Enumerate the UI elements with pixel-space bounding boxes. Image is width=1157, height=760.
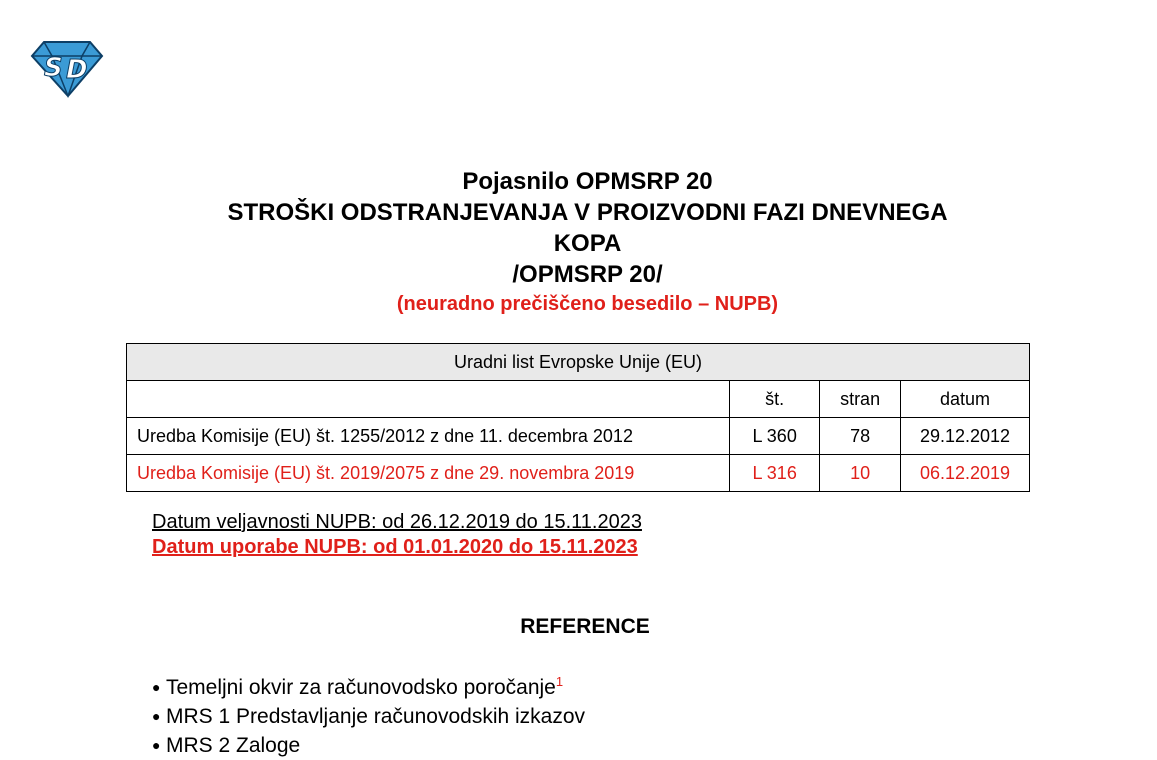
- table-row: [127, 418, 1030, 455]
- list-item: [152, 702, 585, 731]
- list-item: [152, 731, 585, 760]
- table-col-empty: [127, 381, 730, 418]
- use-date: Datum uporabe NUPB: od 01.01.2020 do 15.11.2023: [152, 536, 638, 558]
- title-line-4: /OPMSRP 20/: [512, 261, 663, 288]
- document-title: [0, 166, 1157, 318]
- table-col-st: št.: [730, 381, 820, 418]
- row-st: L 360: [730, 418, 820, 455]
- title-line-3: KOPA: [553, 230, 622, 257]
- table-col-stran: stran: [820, 381, 901, 418]
- svg-text:S: S: [44, 53, 63, 83]
- list-item: [152, 668, 585, 702]
- sd-diamond-logo-icon: [30, 38, 104, 100]
- references-heading: REFERENCE: [520, 615, 650, 638]
- table-header-row: [127, 344, 1030, 381]
- row-datum: 06.12.2019: [901, 455, 1030, 492]
- bullet-icon: ●: [152, 737, 161, 753]
- official-journal-table: [126, 343, 1030, 492]
- row-stran: 78: [820, 418, 901, 455]
- references-list: [152, 668, 585, 760]
- table-row: [127, 455, 1030, 492]
- row-st: L 316: [730, 455, 820, 492]
- validity-dates: [152, 510, 642, 560]
- reference-text: MRS 1 Predstavljanje računovodskih izkazov: [166, 705, 586, 728]
- footnote-marker[interactable]: 1: [555, 674, 564, 689]
- reference-text: Temeljni okvir za računovodsko poročanje: [166, 676, 556, 699]
- svg-text:D: D: [66, 55, 88, 85]
- table-col-datum: datum: [901, 381, 1030, 418]
- title-subtitle: (neuradno prečiščeno besedilo – NUPB): [396, 293, 779, 315]
- bullet-icon: ●: [152, 679, 161, 695]
- title-line-2: STROŠKI ODSTRANJEVANJA V PROIZVODNI FAZI DNEVNEGA: [227, 199, 948, 226]
- row-stran: 10: [820, 455, 901, 492]
- row-text: Uredba Komisije (EU) št. 2019/2075 z dne 29. novembra 2019: [127, 455, 730, 492]
- row-text: Uredba Komisije (EU) št. 1255/2012 z dne 11. decembra 2012: [127, 418, 730, 455]
- table-columns-row: [127, 381, 1030, 418]
- validity-date: Datum veljavnosti NUPB: od 26.12.2019 do 15.11.2023: [152, 511, 642, 533]
- table-header: Uradni list Evropske Unije (EU): [127, 344, 1030, 381]
- bullet-icon: ●: [152, 708, 161, 724]
- title-line-1: Pojasnilo OPMSRP 20: [462, 168, 713, 195]
- row-datum: 29.12.2012: [901, 418, 1030, 455]
- reference-text: MRS 2 Zaloge: [166, 734, 301, 757]
